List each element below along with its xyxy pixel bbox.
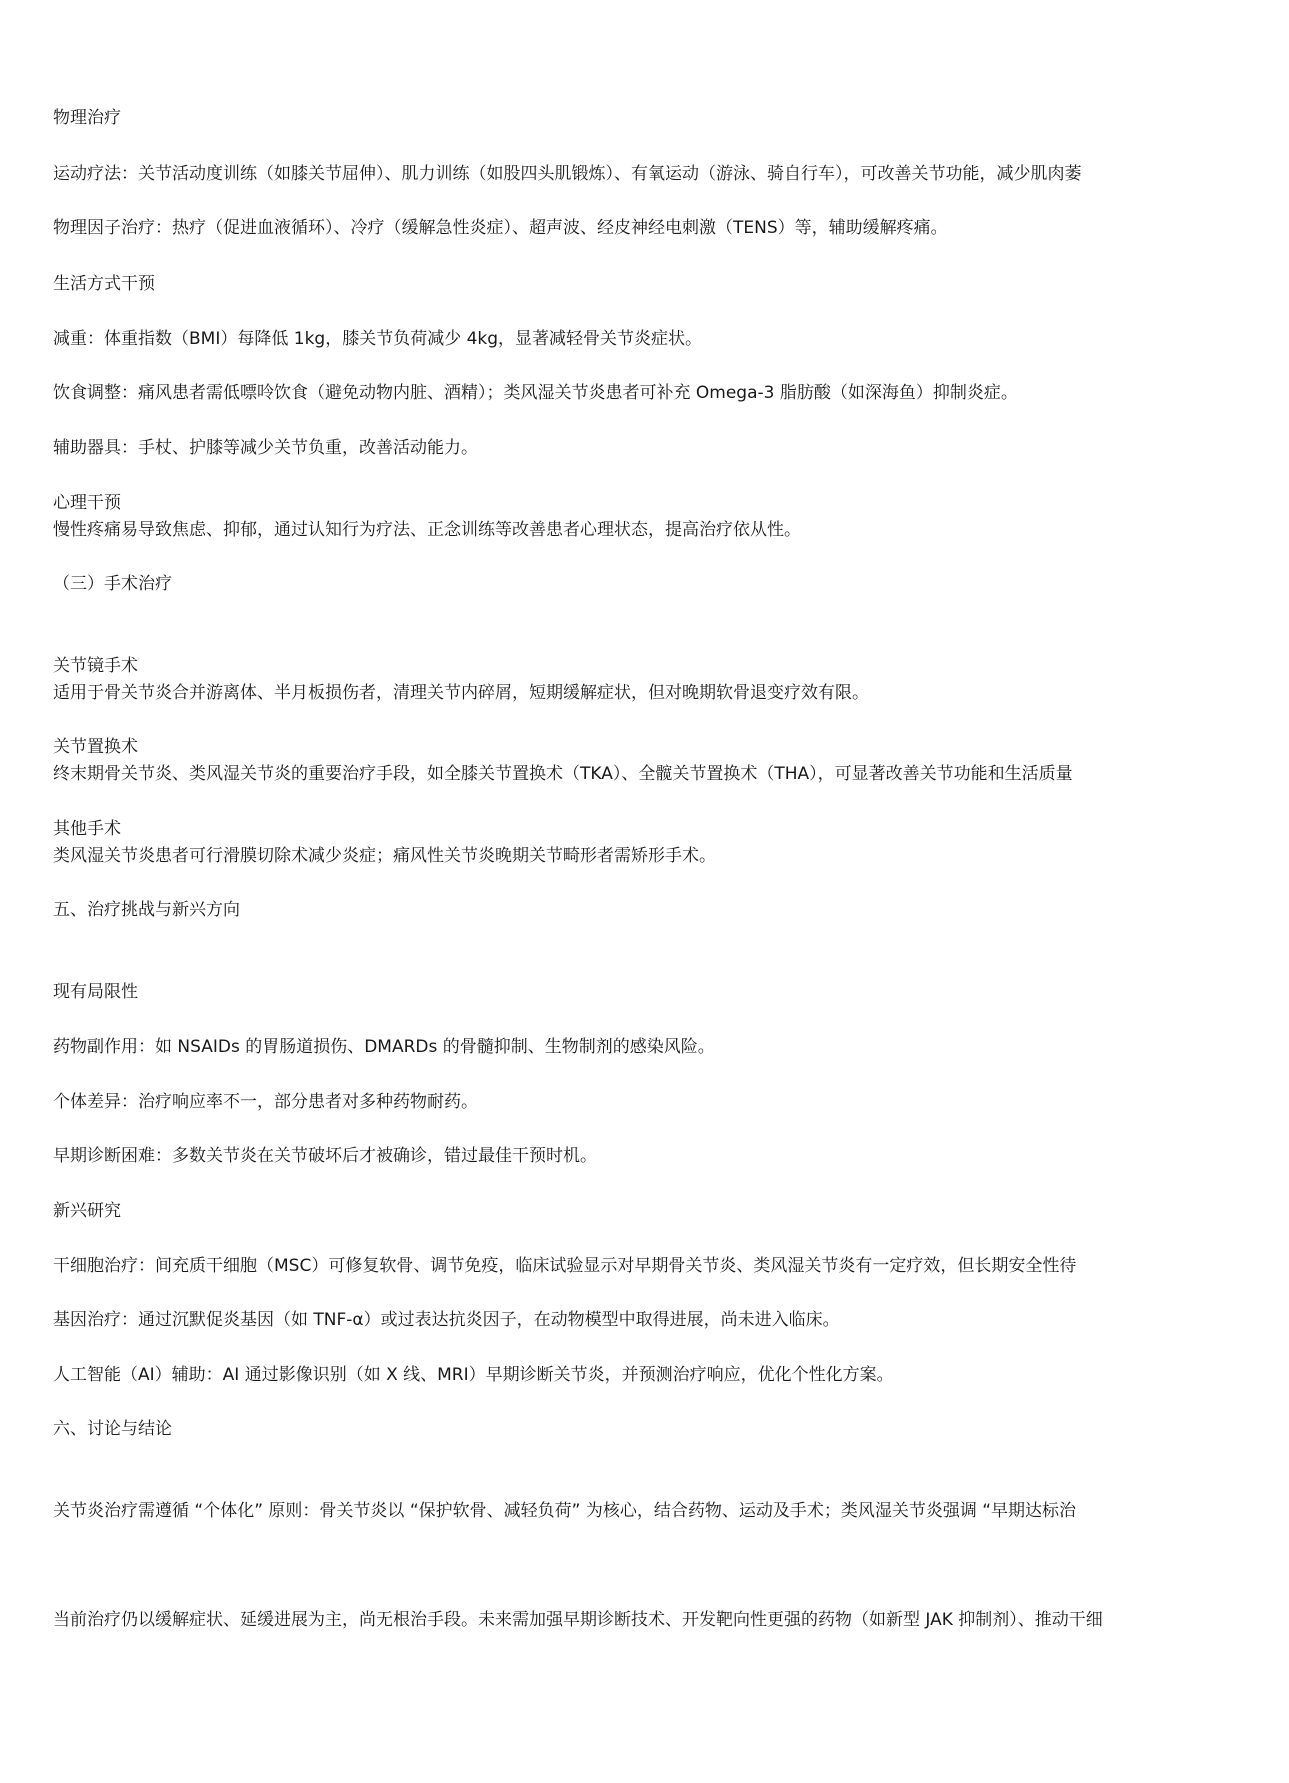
heading-current-limitations: 现有局限性: [53, 982, 138, 1002]
paragraph-physical-factor-therapy: 物理因子治疗：热疗（促进血液循环）、冷疗（缓解急性炎症）、超声波、经皮神经电刺激（TENS）等，辅助缓解疼痛。: [53, 218, 948, 238]
paragraph-exercise-therapy: 运动疗法：关节活动度训练（如膝关节屈伸）、肌力训练（如股四头肌锻炼）、有氧运动（游泳、骑自行车），可改善关节功能，减少肌肉萎: [53, 164, 1082, 184]
heading-physical-therapy: 物理治疗: [53, 108, 121, 128]
paragraph-current-treatment: 当前治疗仍以缓解症状、延缓进展为主，尚无根治手段。未来需加强早期诊断技术、开发靶向性更强的药物（如新型 JAK 抑制剂）、推动干细: [53, 1610, 1103, 1630]
heading-discussion-conclusion: 六、讨论与结论: [53, 1419, 172, 1439]
heading-psychological-intervention: 心理干预: [53, 493, 121, 513]
paragraph-other-surgery: 类风湿关节炎患者可行滑膜切除术减少炎症；痛风性关节炎晚期关节畸形者需矫形手术。: [53, 846, 716, 866]
heading-emerging-research: 新兴研究: [53, 1201, 121, 1221]
paragraph-diet-adjustment: 饮食调整：痛风患者需低嘌呤饮食（避免动物内脏、酒精）；类风湿关节炎患者可补充 Omega-3 脂肪酸（如深海鱼）抑制炎症。: [53, 383, 1018, 403]
paragraph-gene-therapy: 基因治疗：通过沉默促炎基因（如 TNF-α）或过表达抗炎因子，在动物模型中取得进展，尚未进入临床。: [53, 1310, 840, 1330]
paragraph-stem-cell-therapy: 干细胞治疗：间充质干细胞（MSC）可修复软骨、调节免疫，临床试验显示对早期骨关节炎、类风湿关节炎有一定疗效，但长期安全性待: [53, 1256, 1077, 1276]
heading-challenges-new-directions: 五、治疗挑战与新兴方向: [53, 900, 240, 920]
heading-other-surgery: 其他手术: [53, 819, 121, 839]
heading-surgical-treatment: （三）手术治疗: [53, 574, 172, 594]
heading-lifestyle-intervention: 生活方式干预: [53, 274, 155, 294]
paragraph-joint-replacement: 终末期骨关节炎、类风湿关节炎的重要治疗手段，如全膝关节置换术（TKA）、全髋关节置换术（THA），可显著改善关节功能和生活质量: [53, 764, 1073, 784]
paragraph-individual-differences: 个体差异：治疗响应率不一，部分患者对多种药物耐药。: [53, 1092, 478, 1112]
heading-arthroscopy: 关节镜手术: [53, 656, 138, 676]
paragraph-drug-side-effects: 药物副作用：如 NSAIDs 的胃肠道损伤、DMARDs 的骨髓抑制、生物制剂的感染风险。: [53, 1037, 715, 1057]
paragraph-individualized-principle: 关节炎治疗需遵循 “个体化” 原则：骨关节炎以 “保护软骨、减轻负荷” 为核心，结合药物、运动及手术；类风湿关节炎强调 “早期达标治: [53, 1501, 1077, 1521]
paragraph-arthroscopy: 适用于骨关节炎合并游离体、半月板损伤者，清理关节内碎屑，短期缓解症状，但对晚期软骨退变疗效有限。: [53, 683, 869, 703]
paragraph-early-diagnosis: 早期诊断困难：多数关节炎在关节破坏后才被确诊，错过最佳干预时机。: [53, 1146, 597, 1166]
paragraph-assistive-devices: 辅助器具：手杖、护膝等减少关节负重，改善活动能力。: [53, 438, 478, 458]
heading-joint-replacement: 关节置换术: [53, 737, 138, 757]
paragraph-psychological-intervention: 慢性疼痛易导致焦虑、抑郁，通过认知行为疗法、正念训练等改善患者心理状态，提高治疗依从性。: [53, 520, 801, 540]
paragraph-ai-assistance: 人工智能（AI）辅助：AI 通过影像识别（如 X 线、MRI）早期诊断关节炎，并预测治疗响应，优化个性化方案。: [53, 1365, 894, 1385]
paragraph-weight-loss: 减重：体重指数（BMI）每降低 1kg，膝关节负荷减少 4kg，显著减轻骨关节炎症状。: [53, 329, 703, 349]
